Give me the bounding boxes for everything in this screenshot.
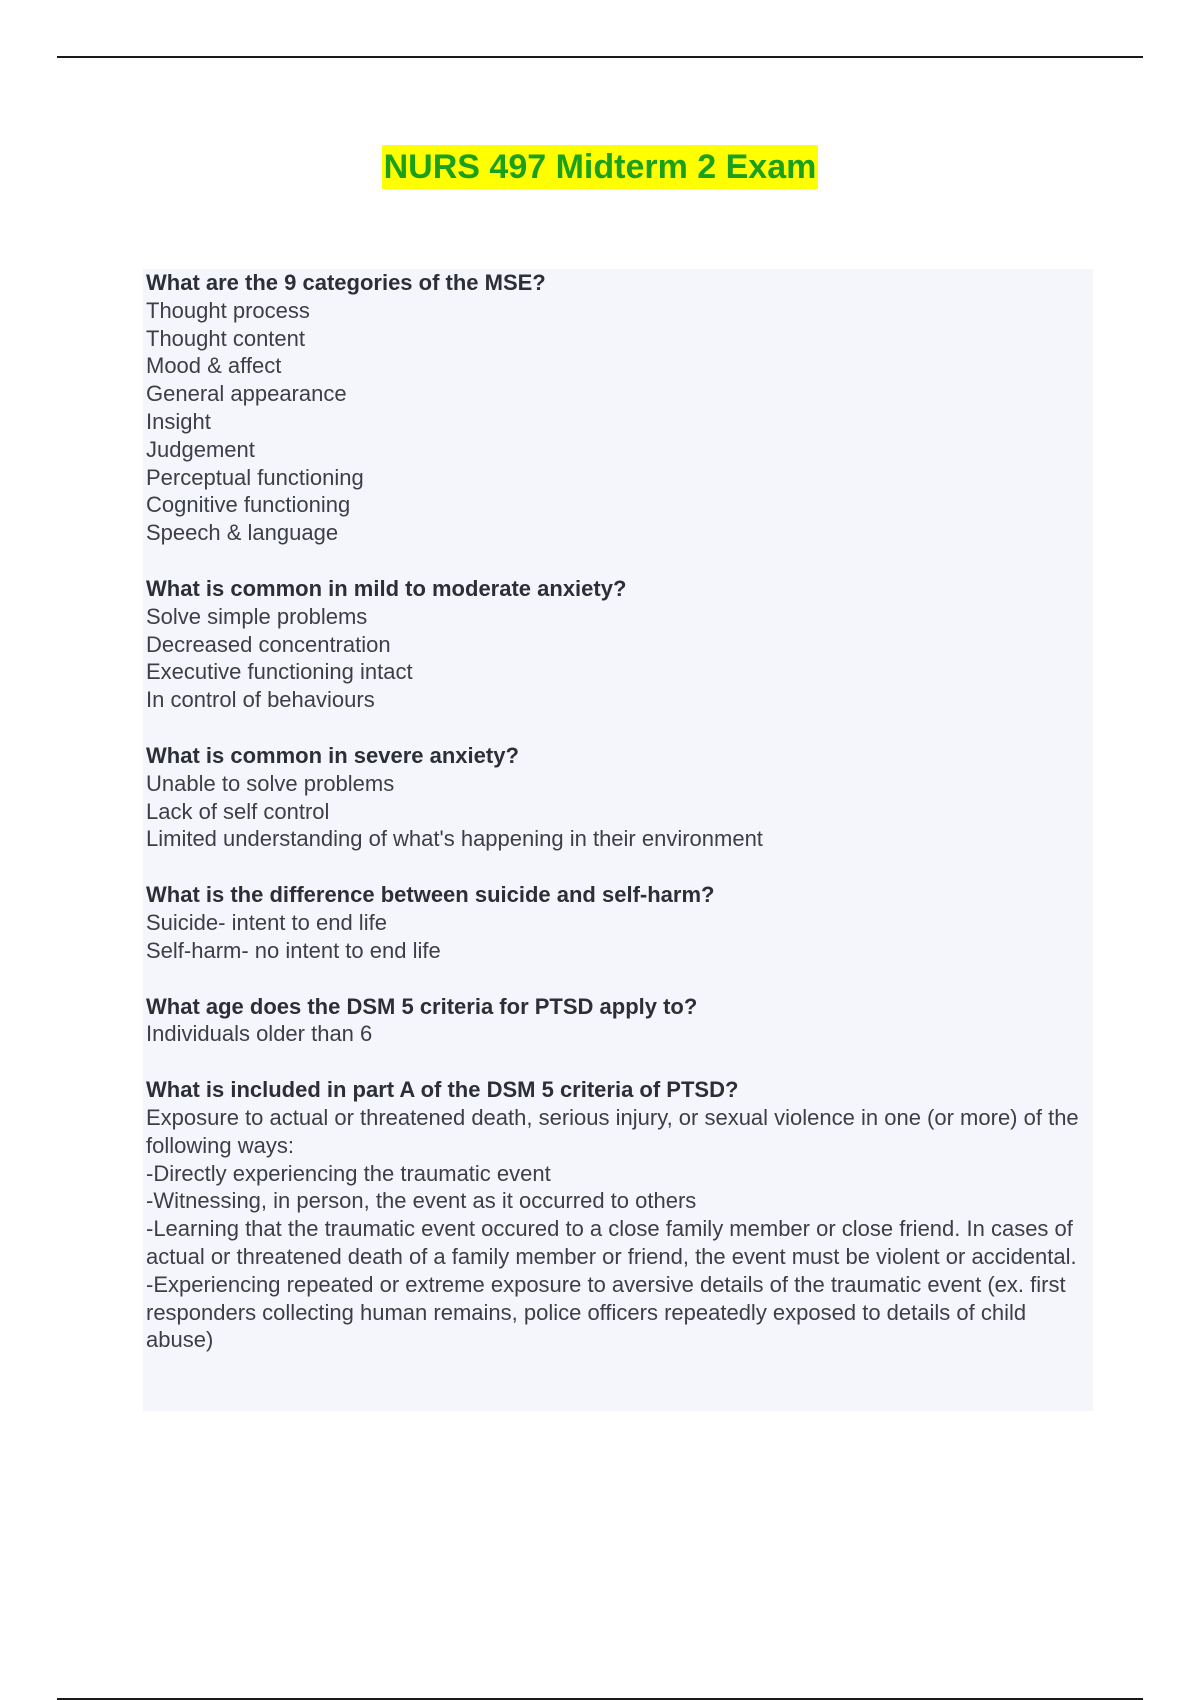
answer-line: In control of behaviours [146,687,375,713]
answer-line: Judgement [146,436,255,462]
answer-line: Solve simple problems [146,603,368,629]
question: What is common in severe anxiety? [146,742,519,768]
question: What is common in mild to moderate anxiety? [146,575,627,601]
answer-line: -Experiencing repeated or extreme exposure to aversive details of the traumatic event (ex. first responders collecting human remains, police officers repeatedly exposed to details of child abuse) [146,1271,1066,1353]
question: What are the 9 categories of the MSE? [146,270,546,295]
answer-line: General appearance [146,381,347,407]
qa-item [146,993,1093,1049]
answer-line: Insight [146,408,211,434]
answer-line: Cognitive functioning [146,492,351,518]
answer-line: Perceptual functioning [146,464,364,490]
answer-line: Thought content [146,325,306,351]
content-block [143,269,1093,1411]
answer-line: Unable to solve problems [146,770,395,796]
question: What age does the DSM 5 criteria for PTSD apply to? [146,993,698,1019]
answer-line: -Learning that the traumatic event occured to a close family member or close friend. In cases of actual or threatened death of a family member or friend, the event must be violent or accidental. [146,1216,1077,1269]
answer-line: Suicide- intent to end life [146,909,387,935]
qa-item [146,575,1093,714]
title-container [0,145,1200,189]
answer-line: -Witnessing, in person, the event as it occurred to others [146,1188,697,1214]
document-title: NURS 497 Midterm 2 Exam [382,145,819,189]
answer-line: Lack of self control [146,798,330,824]
answer-line: -Directly experiencing the traumatic event [146,1160,551,1186]
answer-line: Exposure to actual or threatened death, serious injury, or sexual violence in one (or more) of the following ways: [146,1104,1079,1158]
answer-line: Individuals older than 6 [146,1021,373,1047]
answer-line: Thought process [146,297,310,323]
answer-line: Mood & affect [146,353,282,379]
qa-item [146,269,1093,547]
header-rule [57,56,1143,58]
answer-line: Limited understanding of what's happening in their environment [146,826,763,852]
answer-line: Speech & language [146,520,339,546]
question: What is the difference between suicide and self-harm? [146,882,715,908]
answer-line: Self-harm- no intent to end life [146,937,441,963]
question: What is included in part A of the DSM 5 criteria of PTSD? [146,1077,739,1103]
answer-line: Decreased concentration [146,631,391,657]
qa-item [146,742,1093,853]
qa-item [146,881,1093,964]
qa-item [146,1076,1093,1354]
answer-line: Executive functioning intact [146,659,413,685]
